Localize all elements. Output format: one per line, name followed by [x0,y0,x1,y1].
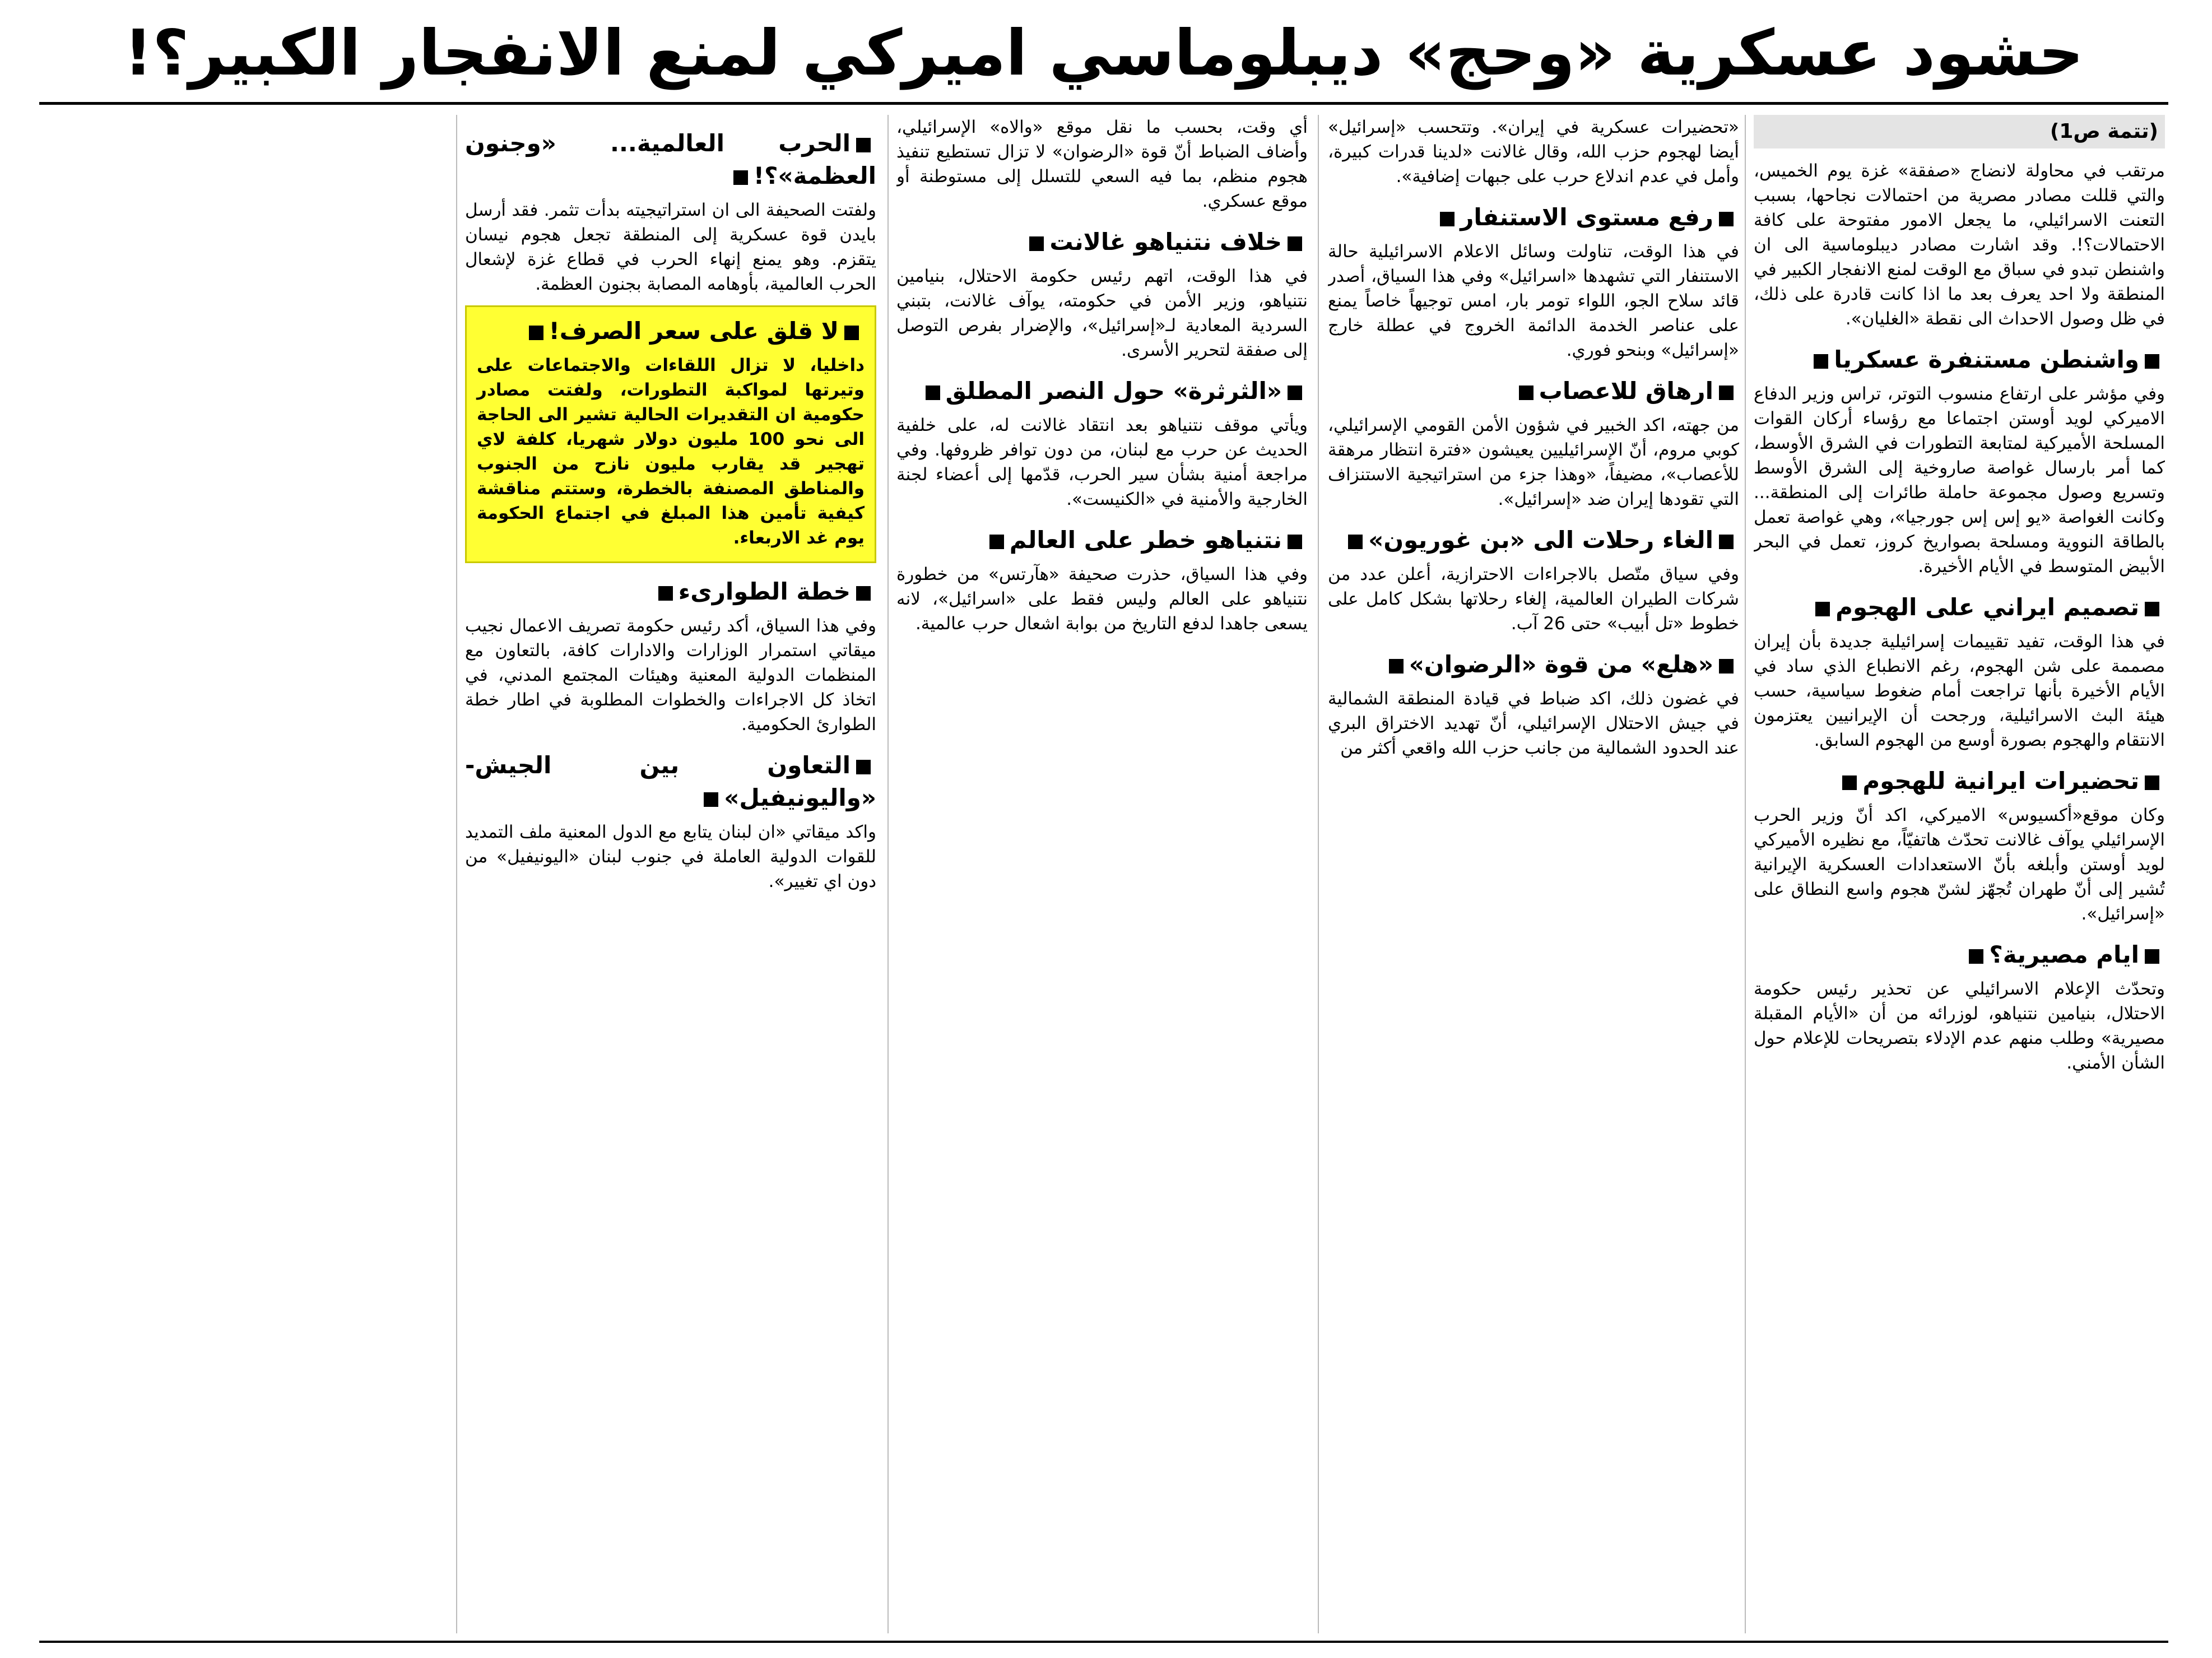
section-heading: ارهاق للاعصاب [1328,375,1739,407]
square-bullet-icon [2145,949,2159,964]
section-heading: رفع مستوى الاستنفار [1328,201,1739,234]
square-bullet-icon [1440,212,1454,226]
article-paragraph: مرتقب في محاولة لانضاج «صفقة» غزة يوم الخميس، والتي قللت مصادر مصرية من احتمالات نجاحها، بسبب التعنت الاسرائيلي، ما يجعل الامور مفتوحة على كافة الاحتمالات؟!. وقد اشارت مصادر ديبلوماسية الى ان واشنطن تبدو في سباق مع الوقت لمنع الانفجار الكبير في المنطقة ولا احد يعرف بعد ما اذا كانت قادرة على ذلك، في ظل وصول الاحداث الى نقطة «الغليان». [1754,161,2165,329]
square-bullet-icon [529,326,543,340]
square-bullet-icon [1719,212,1734,226]
square-bullet-icon [2145,602,2159,616]
article-paragraph: واكد ميقاتي «ان لبنان يتابع مع الدول المعنية ملف التمديد للقوات الدولية العاملة في جنوب لبنان «اليونيفيل» من دون اي تغيير». [465,822,876,891]
article-paragraph: ولفتت الصحيفة الى ان استراتيجيته بدأت تثمر. فقد أرسل بايدن قوة عسكرية إلى المنطقة تجعل هجوم نيسان يتقزم. وهو يمنع إنهاء الحرب في قطاع غزة لإشعال الحرب العالمية، بأوهامه المصابة بجنون العظمة. [465,200,876,294]
square-bullet-icon [2145,775,2159,790]
article-paragraph: «تحضيرات عسكرية في إيران». وتتحسب «إسرائيل» أيضا لهجوم حزب الله، وقال غالانت «لدينا قدرات كبيرة، وأمل في عدم اندلاع حرب على جبهات إضافية». [1328,117,1739,187]
square-bullet-icon [1288,535,1302,549]
square-bullet-icon [989,535,1004,549]
section-heading: التعاون بين الجيش- «واليونيفيل» [465,751,876,811]
square-bullet-icon [658,586,673,601]
column-1 [1754,115,2165,1633]
square-bullet-icon [1719,386,1734,400]
column-divider [887,115,889,1633]
column-3 [896,115,1308,1633]
square-bullet-icon [1029,236,1044,251]
square-bullet-icon [926,386,940,400]
square-bullet-icon [1389,659,1404,674]
square-bullet-icon [1719,535,1734,549]
square-bullet-icon [1815,602,1830,616]
section-heading: ايام مصيرية؟ [1754,939,2165,971]
section-heading: الغاء رحلات الى «بن غوريون» [1328,524,1739,556]
article-paragraph: وفي سياق متّصل بالاجراءات الاحترازية، أعلن عدد من شركات الطيران العالمية، إلغاء رحلاتها بشكل كامل على خطوط «تل أبيب» حتى 26 آب. [1328,564,1739,634]
square-bullet-icon [844,326,859,340]
column-divider [456,115,457,1633]
article-paragraph: في هذا الوقت، تناولت وسائل الاعلام الاسرائيلية حالة الاستنفار التي تشهدها «اسرائيل» وفي هذا السياق، أصدر قائد سلاح الجو، اللواء تومر بار، امس توجيهاً خاصاً يمنع على عناصر الخدمة الدائمة الخروج في عطلة خارج «إسرائيل» وبنحو فوري. [1328,241,1739,360]
article-paragraph: ويأتي موقف نتنياهو بعد انتقاد غالانت له، على خلفية الحديث عن حرب مع لبنان، من دون توافر ظروفها. وفي مراجعة أمنية بشأن سير الحرب، قدّمها إلى أعضاء لجنة الخارجية والأمنية في «الكنيست». [896,415,1308,509]
section-heading: خلاف نتنياهو غالانت [896,226,1308,258]
square-bullet-icon [2145,354,2159,369]
continued-label: (تتمة ص1) [1754,115,2165,148]
section-heading: تحضيرات ايرانية للهجوم [1754,765,2165,797]
section-heading: واشنطن مستنفرة عسكريا [1754,343,2165,376]
highlight-heading: لا قلق على سعر الصرف! [477,315,865,347]
square-bullet-icon [733,170,748,185]
column-2 [1328,115,1739,1633]
section-heading: تصميم ايراني على الهجوم [1754,591,2165,624]
square-bullet-icon [856,760,871,774]
column-4 [465,115,876,1633]
square-bullet-icon [1842,775,1857,790]
section-heading: نتنياهو خطر على العالم [896,524,1308,556]
square-bullet-icon [1519,386,1533,400]
article-paragraph: وفي هذا السياق، أكد رئيس حكومة تصريف الاعمال نجيب ميقاتي استمرار الوزارات والادارات كافة، بالتعاون مع المنظمات الدولية المعنية وهيئات المجتمع المدني، في اتخاذ كل الاجراءات والخطوات المطلوبة في اطار خطة الطوارئ الحكومية. [465,616,876,735]
square-bullet-icon [1969,949,1983,964]
square-bullet-icon [856,586,871,601]
square-bullet-icon [704,792,718,807]
article-paragraph: أي وقت، بحسب ما نقل موقع «والاه» الإسرائيلي، وأضاف الضباط أنّ قوة «الرضوان» لا تزال تستطيع تنفيذ هجوم منظم، بما فيه السعي للتسلل إلى مستوطنة أو موقع عسكري. [896,117,1308,211]
section-heading: الحرب العالمية... «وجنون العظمة»؟! [465,129,876,189]
square-bullet-icon [1348,535,1363,549]
section-heading: «الثرثرة» حول النصر المطلق [896,375,1308,407]
highlight-box [465,305,876,563]
footer-rule [39,1641,2168,1643]
highlight-paragraph: داخليا، لا تزال اللقاءات والاجتماعات على وتيرتها لمواكبة التطورات، ولفتت مصادر حكومية ان التقديرات الحالية تشير الى الحاجة الى نحو 100 مليون دولار شهريا، كلفة لاي تهجير قد يقارب مليون نازح من الجنوب والمناطق المصنفة بالخطرة، وستتم مناقشة كيفية تأمين هذا المبلغ في اجتماع الحكومة يوم غد الاربعاء. [477,355,865,548]
article-paragraph: وتحدّث الإعلام الاسرائيلي عن تحذير رئيس حكومة الاحتلال، بنيامين نتنياهو، لوزرائه من أن «الأيام المقبلة مصيرية» وطلب منهم عدم الإدلاء بتصريحات للإعلام حول الشأن الأمني. [1754,979,2165,1073]
square-bullet-icon [856,138,871,152]
article-paragraph: في غضون ذلك، اكد ضباط في قيادة المنطقة الشمالية في جيش الاحتلال الإسرائيلي، أنّ تهديد الاختراق البري عند الحدود الشمالية من جانب حزب الله واقعي أكثر من [1328,689,1739,758]
headline-rule [39,102,2168,105]
square-bullet-icon [1719,659,1734,674]
article-paragraph: من جهته، اكد الخبير في شؤون الأمن القومي الإسرائيلي، كوبي مروم، أنّ الإسرائيليين يعيشون «فترة انتظار مرهقة للأعصاب»، مضيفاً، «وهذا جزء من استراتيجية الاستنزاف التي تقودها إيران ضد «إسرائيل». [1328,415,1739,509]
article-paragraph: وفي هذا السياق، حذرت صحيفة «هآرتس» من خطورة نتنياهو على العالم وليس فقط على «اسرائيل»، لانه يسعى جاهدا لدفع التاريخ من بوابة اشعال حرب عالمية. [896,564,1308,634]
square-bullet-icon [1814,354,1828,369]
square-bullet-icon [1288,236,1302,251]
column-divider [1745,115,1746,1633]
section-heading: خطة الطوارىء [465,575,876,608]
article-paragraph: في هذا الوقت، اتهم رئيس حكومة الاحتلال، بنيامين نتنياهو، وزير الأمن في حكومته، يوآف غالانت، بتبني السردية المعادية لـ«إسرائيل»، والإضرار بفرص التوصل إلى صفقة لتحرير الأسرى. [896,266,1308,360]
page-headline: حشود عسكرية «وحج» ديبلوماسي اميركي لمنع الانفجار الكبير؟! [124,17,2084,90]
article-paragraph: وكان موقع«أكسيوس» الاميركي، اكد أنّ وزير الحرب الإسرائيلي يوآف غالانت تحدّث هاتفيّاً، مع نظيره الأميركي لويد أوستن وأبلغه بأنّ الاستعدادات العسكرية الإيرانية تُشير إلى أنّ طهران تُجهّز لشنّ هجوم واسع النطاق على «إسرائيل». [1754,805,2165,924]
section-heading: «هلع» من قوة «الرضوان» [1328,648,1739,681]
square-bullet-icon [1288,386,1302,400]
column-divider [1318,115,1319,1633]
article-paragraph: وفي مؤشر على ارتفاع منسوب التوتر، تراس وزير الدفاع الاميركي لويد أوستن اجتماعا مع رؤساء أركان القوات المسلحة الأميركية لمتابعة التطورات في الشرق الأوسط، كما أمر بارسال غواصة صاروخية إلى الشرق الأوسط وتسريع وصول مجموعة حاملة طائرات إلى المنطقة... وكانت الغواصة «يو إس إس جورجيا»، وهي غواصة تعمل بالطاقة النووية ومسلحة بصواريخ كروز، تعمل في البحر الأبيض المتوسط في الأيام الأخيرة. [1754,384,2165,577]
article-paragraph: في هذا الوقت، تفيد تقييمات إسرائيلية جديدة بأن إيران مصممة على شن الهجوم، رغم الانطباع الذي ساد في الأيام الأخيرة بأنها تراجعت أمام ضغوط سياسية، حسب هيئة البث الاسرائيلية، ورجحت أن الإيرانيين يعتزمون الانتقام والهجوم بصورة أوسع من الهجوم السابق. [1754,631,2165,750]
